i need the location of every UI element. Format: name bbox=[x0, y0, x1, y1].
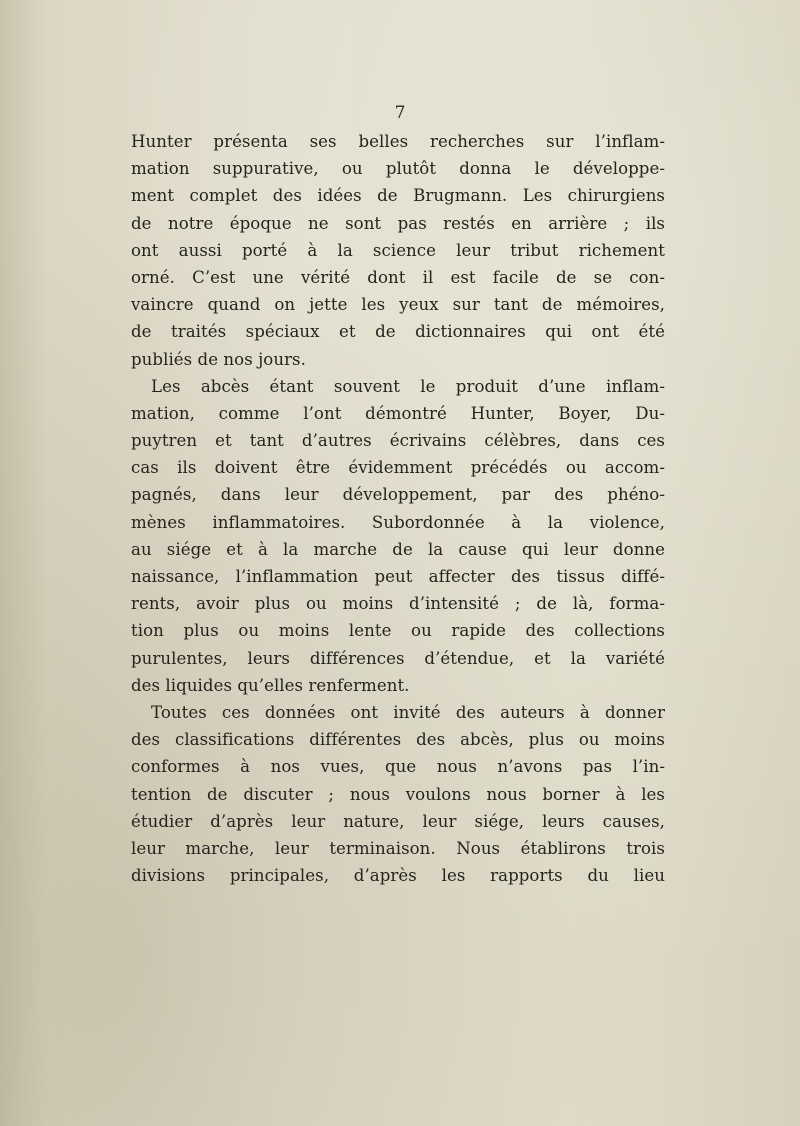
text-line: de notre époque ne sont pas restés en arrière ; ils bbox=[131, 213, 665, 233]
text-line: de traités spéciaux et de dictionnaires qui ont été bbox=[131, 322, 665, 342]
text-line: mation suppurative, ou plutôt donna le développe- bbox=[131, 159, 665, 179]
text-line: publiés de nos jours. bbox=[131, 349, 306, 369]
text-line: ont aussi porté à la science leur tribut richement bbox=[131, 240, 665, 260]
text-line: leur marche, leur terminaison. Nous établirons trois bbox=[131, 838, 665, 858]
text-line: vaincre quand on jette les yeux sur tant de mémoires, bbox=[131, 295, 665, 315]
body-text bbox=[131, 128, 665, 889]
page-number: 7 bbox=[394, 103, 406, 123]
text-line: des liquides qu’elles renferment. bbox=[131, 675, 410, 695]
text-line: des classifications différentes des abcès, plus ou moins bbox=[131, 730, 665, 750]
text-line: ment complet des idées de Brugmann. Les chirurgiens bbox=[131, 186, 665, 206]
text-line: pagnés, dans leur développement, par des phéno- bbox=[131, 485, 665, 505]
paragraph-start-line: Toutes ces données ont invité des auteurs à donner bbox=[151, 702, 665, 722]
text-line: étudier d’après leur nature, leur siége, leurs causes, bbox=[131, 811, 665, 831]
text-line: tion plus ou moins lente ou rapide des collections bbox=[131, 621, 665, 641]
text-line: mènes inflammatoires. Subordonnée à la violence, bbox=[131, 512, 665, 532]
text-line: purulentes, leurs différences d’étendue, et la variété bbox=[131, 648, 665, 668]
text-line: orné. C’est une vérité dont il est facile de se con- bbox=[131, 267, 665, 287]
text-line: mation, comme l’ont démontré Hunter, Boyer, Du- bbox=[131, 403, 665, 423]
text-line: tention de discuter ; nous voulons nous borner à les bbox=[131, 784, 665, 804]
text-line: au siége et à la marche de la cause qui leur donne bbox=[131, 539, 665, 559]
text-line: Hunter présenta ses belles recherches sur l’inflam- bbox=[131, 132, 665, 151]
text-line: conformes à nos vues, que nous n’avons pas l’in- bbox=[131, 757, 665, 777]
text-line: puytren et tant d’autres écrivains célèbres, dans ces bbox=[131, 431, 665, 451]
text-line: naissance, l’inflammation peut affecter des tissus diffé- bbox=[131, 567, 665, 586]
text-line: divisions principales, d’après les rapports du lieu bbox=[131, 866, 665, 886]
paragraph-start-line: Les abcès étant souvent le produit d’une inflam- bbox=[151, 376, 665, 396]
text-line: rents, avoir plus ou moins d’intensité ; de là, forma- bbox=[131, 594, 665, 614]
text-line: cas ils doivent être évidemment précédés ou accom- bbox=[131, 458, 665, 478]
